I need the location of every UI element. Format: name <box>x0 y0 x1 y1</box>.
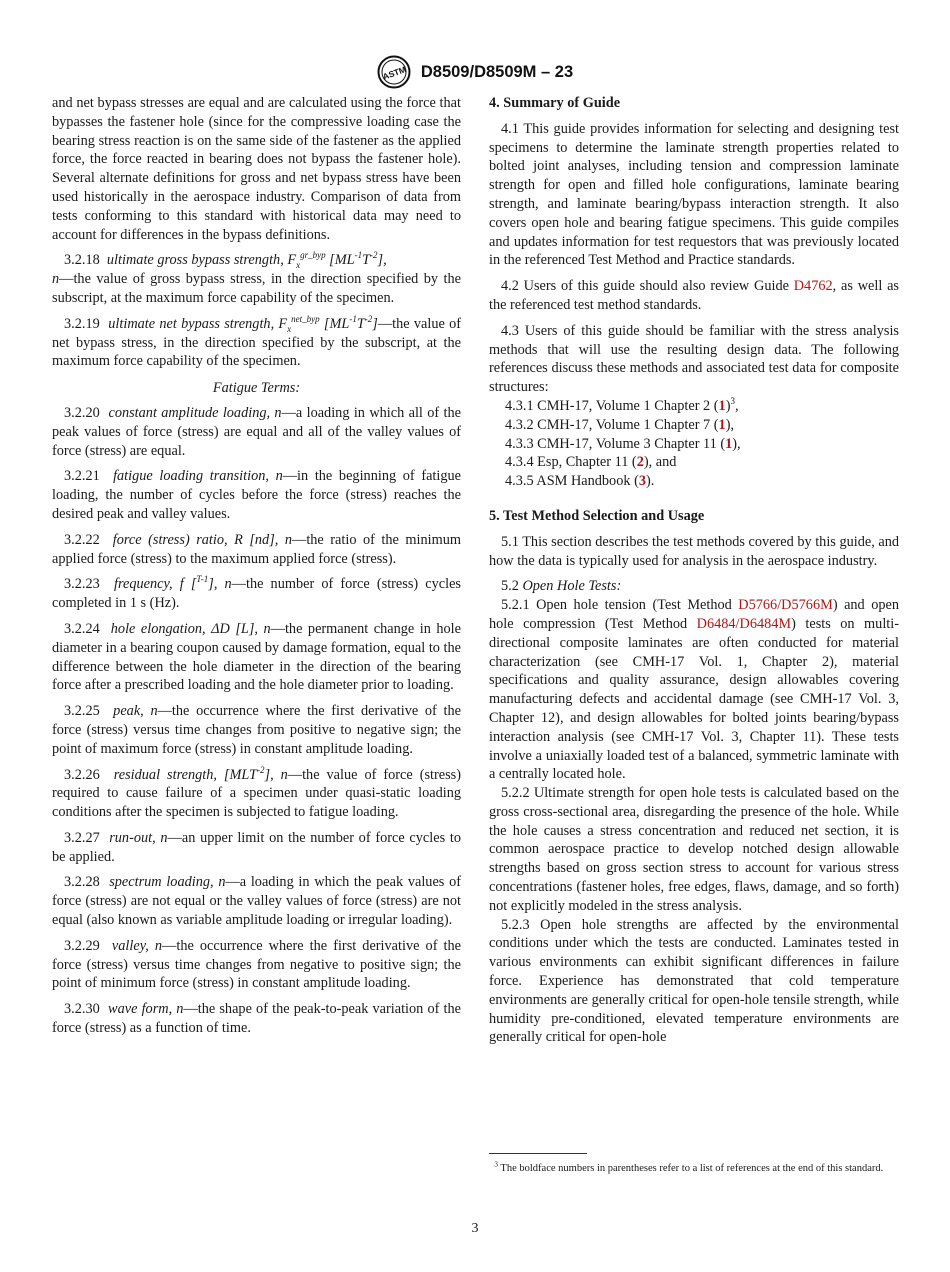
reference-link[interactable]: 1 <box>718 416 726 433</box>
ref-link-d6484[interactable]: D6484/D6484M <box>696 615 792 632</box>
definition-3-2-21: 3.2.21 fatigue loading transition, n—in the beginning of fatigue loading, the number of cycles before the force (stress) reaches the desired peak and valley values. <box>52 468 462 522</box>
paragraph-4-1: 4.1 This guide provides information for selecting and designing test specimens to determine the laminate strength properties related to bolted joint analyses, including tension and compression laminate strength for open and filled hole configurations, laminate bearing strength, and laminate bearing/bypass interaction strength. It also covers open hole and bearing fatigue specimens. This guide compiles and updates information for test requestors that was previously located in the referenced Test Method and Practice standards. <box>489 120 899 269</box>
paragraph-5-2-2: 5.2.2 Ultimate strength for open hole tests is calculated based on the gross cross-sectional area, disregarding the presence of the hole. While the hole causes a stress concentration and reduced net section, it is common aerospace practice to develop notched design allowable strengths based on gross section stress to account for various stress concentrations (fastener holes, free edges, flaws, damage, and so forth) not explicitly modeled in the stress analysis. <box>489 785 899 914</box>
reference-link[interactable]: 1 <box>725 435 733 452</box>
footnote: $^3$ The boldface numbers in parentheses refer to a list of references at the end of this standard. <box>494 1159 884 1174</box>
right-column <box>489 94 899 1047</box>
definition-3-2-20: 3.2.20 constant amplitude loading, n—a loading in which all of the peak values of force (stress) are equal and all of the valley values of force (stress) are equal. <box>52 404 461 459</box>
section-4-title: 4. Summary of Guide <box>489 95 621 111</box>
definition-3-2-18: 3.2.18 ultimate gross bypass strength, $F_x^{gr\_byp}$ $[ML^{-1}T^{-2}]$, n—the value of gross bypass stress, in the direction specified by the subscript, at the maximum force capability of the specimen. <box>52 250 461 306</box>
reference-item: 4.3.5 ASM Handbook (3). <box>505 473 655 490</box>
reference-link[interactable]: 1 <box>718 397 726 414</box>
paragraph-4-2: 4.2 Users of this guide should also review Guide D4762, as well as the referenced test method standards. <box>489 278 899 313</box>
definition-3-2-19: 3.2.19 ultimate net bypass strength, $F_x^{net\_byp}$ $[ML^{-1}T^{-2}]—the$ value of net bypass stress, in the direction specified by the subscript, at the maximum force capability of the specimen. <box>52 314 461 370</box>
fatigue-terms-heading: Fatigue Terms: <box>212 380 301 397</box>
left-column <box>52 94 461 1045</box>
paragraph-continued: and net bypass stresses are equal and are calculated using the force that bypasses the fastener hole (since for the compressive loading case the bearing stress reaction is on the same side of the fastener as the applied force, the force reacted in bearing does not bypass the fastener hole). Several alternate definitions for gross and net bypass stress have been used historically in the aerospace industry. Comparison of data from tests conforming to this standard with historical data may need to account for differences in the bypass definitions. <box>52 95 461 243</box>
ref-link-d5766[interactable]: D5766/D5766M <box>738 597 833 614</box>
paragraph-5-1: 5.1 This section describes the test methods covered by this guide, and how the data is typically used for analysis in the aerospace industry. <box>489 533 899 569</box>
astm-logo-icon <box>377 55 411 89</box>
ref-link-d4762[interactable]: D4762 <box>793 278 833 295</box>
reference-item: 4.3.1 CMH-17, Volume 1 Chapter 2 $(1)^3$, <box>505 396 739 414</box>
reference-item: 4.3.3 CMH-17, Volume 3 Chapter 11 (1), <box>505 435 741 452</box>
footnote-marker: 3 <box>730 396 735 407</box>
reference-link[interactable]: 3 <box>638 473 646 490</box>
section-5-title: 5. Test Method Selection and Usage <box>489 507 705 524</box>
reference-link[interactable]: 2 <box>636 454 644 471</box>
paragraph-5-2-1: 5.2.1 Open hole tension (Test Method D5766/D5766M) and open hole compression (Test Method D6484/D6484M) tests on multi-directional composite laminates are often conducted for material characterization (see CMH-17 Vol. 1, Chapter 2), material specifications and quality assurance, design allowables covering manufacturing defects and accidental damage (see CMH-17 Vol. 3, Chapter 12), and design allowables for bolted joints bearing/bypass interaction analysis (see CMH-17 Vol. 3, Chapter 11). These tests involve a uniaxially loaded test of a balanced, symmetric laminate with a centrally located hole. <box>489 597 899 783</box>
definition-3-2-30: 3.2.30 wave form, n—the shape of the peak-to-peak variation of the force (stress) as a function of time. <box>52 1001 461 1037</box>
definition-3-2-28: 3.2.28 spectrum loading, n—a loading in which the peak values of force (stress) are not equal or the valley values of force (stress) are not equal (also known as variable amplitude loading or irregular loading). <box>52 874 461 929</box>
paragraph-4-3: 4.3 Users of this guide should be familiar with the stress analysis methods that will use the resulting design data. The following references discuss these methods and associated test data for composite structures: <box>489 322 899 396</box>
definition-3-2-24: 3.2.24 hole elongation, ΔD [L], n—the permanent change in hole diameter in a bearing coupon caused by damage formation, equal to the difference between the hole diameter in the direction of the bearing force after a prescribed loading and the hole diameter prior to loading. <box>52 620 461 694</box>
definition-3-2-26: 3.2.26 residual strength, $[MLT^{-2}]$, n—the value of force (stress) required to cause failure of a specimen under quasi-static loading conditions after the specimen is subjected to fatigue loading. <box>52 764 461 821</box>
definition-3-2-25: 3.2.25 peak, n—the occurrence where the first derivative of the force (stress) versus time changes from positive to negative sign; the point of maximum force (stress) in constant amplitude loading. <box>52 703 461 757</box>
standard-designation: D8509/D8509M – 23 <box>420 62 574 81</box>
reference-item: 4.3.4 Esp, Chapter 11 (2), and <box>505 454 677 471</box>
reference-item: 4.3.2 CMH-17, Volume 1 Chapter 7 (1), <box>505 416 735 433</box>
page-number: 3 <box>471 1221 479 1236</box>
definition-3-2-22: 3.2.22 force (stress) ratio, R [nd], n—the ratio of the minimum applied force (stress) to the maximum applied force (stress). <box>52 531 461 567</box>
definition-3-2-23: 3.2.23 frequency, f [$^{T-1}$], n—the number of force (stress) cycles completed in 1 s (Hz). <box>52 574 461 612</box>
paragraph-5-2: 5.2 Open Hole Tests: <box>501 578 622 595</box>
page-header <box>0 55 950 89</box>
footnote-divider <box>489 1153 587 1154</box>
paragraph-5-2-3: 5.2.3 Open hole strengths are affected by the environmental conditions under which the tests are conducted. Laminates tested in various environments can exhibit significant differences in failure force. Experience has demonstrated that cold temperature environments are generally critical for open-hole tensile strength, while humidity pre-conditioned, elevated temperature environments are generally critical for open-hole <box>489 916 899 1046</box>
definition-3-2-29: 3.2.29 valley, n—the occurrence where the first derivative of the force (stress) versus time changes from negative to positive sign; the point of minimum force (stress) in constant amplitude loading. <box>52 937 461 992</box>
definition-3-2-27: 3.2.27 run-out, n—an upper limit on the number of force cycles to be applied. <box>52 829 461 865</box>
logo-lettering: ASTM <box>381 64 408 82</box>
